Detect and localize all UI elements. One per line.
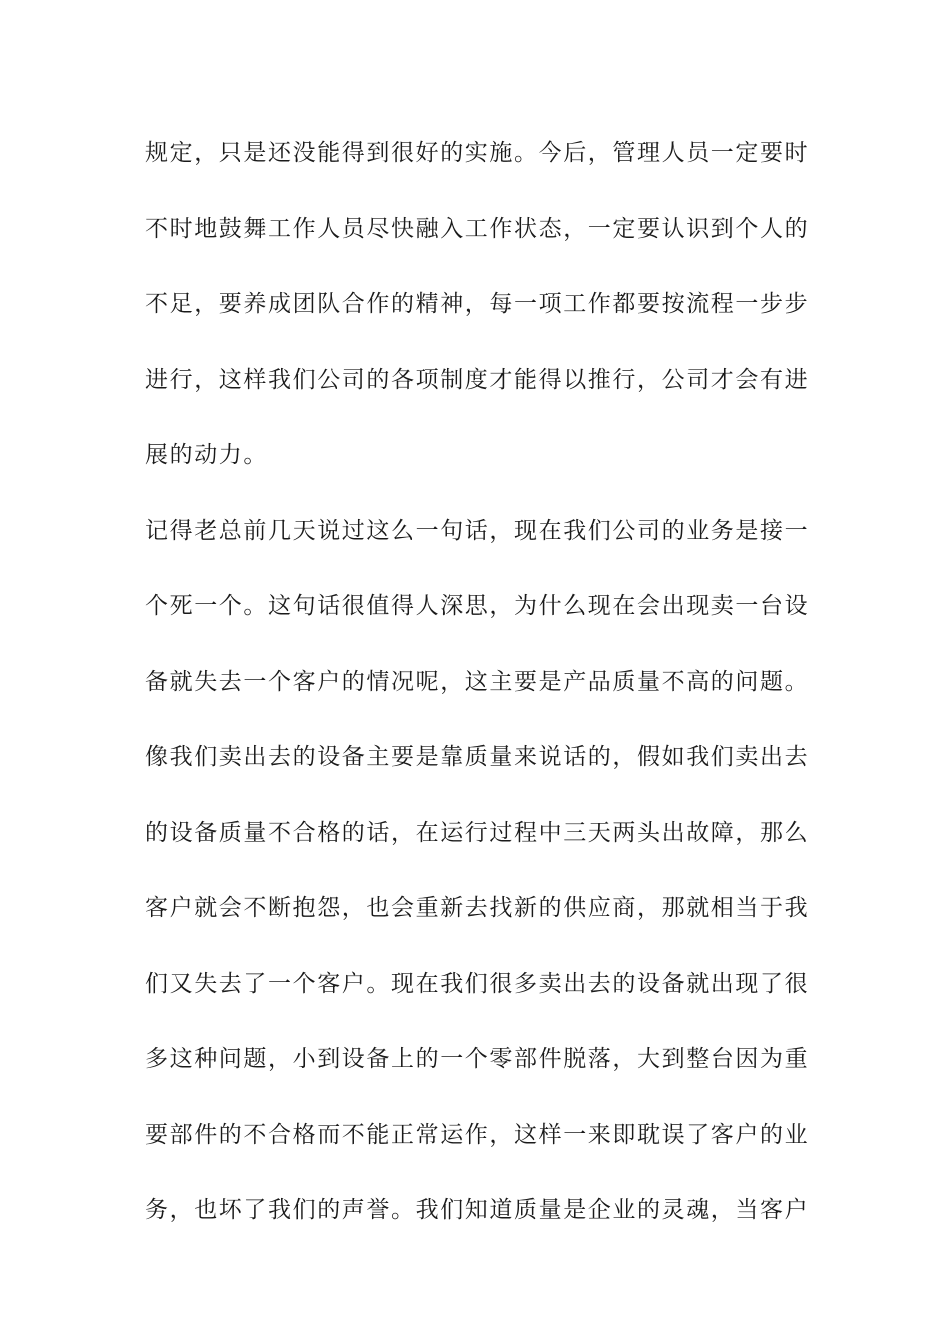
text-line: 像我们卖出去的设备主要是靠质量来说话的，假如我们卖出去 [145,744,810,770]
text-line: 的设备质量不合格的话，在运行过程中三天两头出故障，那么 [145,819,810,846]
text-line: 多这种问题，小到设备上的一个零部件脱落，大到整台因为重 [145,1046,810,1072]
text-line: 不足，要养成团队合作的精神，每一项工作都要按流程一步步 [145,291,810,317]
body-text [145,130,810,1263]
text-line: 展的动力。 [145,442,268,468]
text-line: 们又失去了一个客户。现在我们很多卖出去的设备就出现了很 [145,970,810,997]
text-line: 记得老总前几天说过这么一句话，现在我们公司的业务是接一 [145,517,810,544]
text-line: 备就失去一个客户的情况呢，这主要是产品质量不高的问题。 [145,668,810,695]
text-line: 务，也坏了我们的声誉。我们知道质量是企业的灵魂，当客户 [145,1197,810,1223]
text-line: 不时地鼓舞工作人员尽快融入工作状态，一定要认识到个人的 [145,215,810,242]
text-line: 个死一个。这句话很值得人深思，为什么现在会出现卖一台设 [145,593,810,619]
text-line: 客户就会不断抱怨，也会重新去找新的供应商，那就相当于我 [145,895,810,921]
text-line: 进行，这样我们公司的各项制度才能得以推行，公司才会有进 [145,366,810,393]
text-line: 规定，只是还没能得到很好的实施。今后，管理人员一定要时 [145,140,810,166]
text-line: 要部件的不合格而不能正常运作，这样一来即耽误了客户的业 [145,1121,810,1148]
